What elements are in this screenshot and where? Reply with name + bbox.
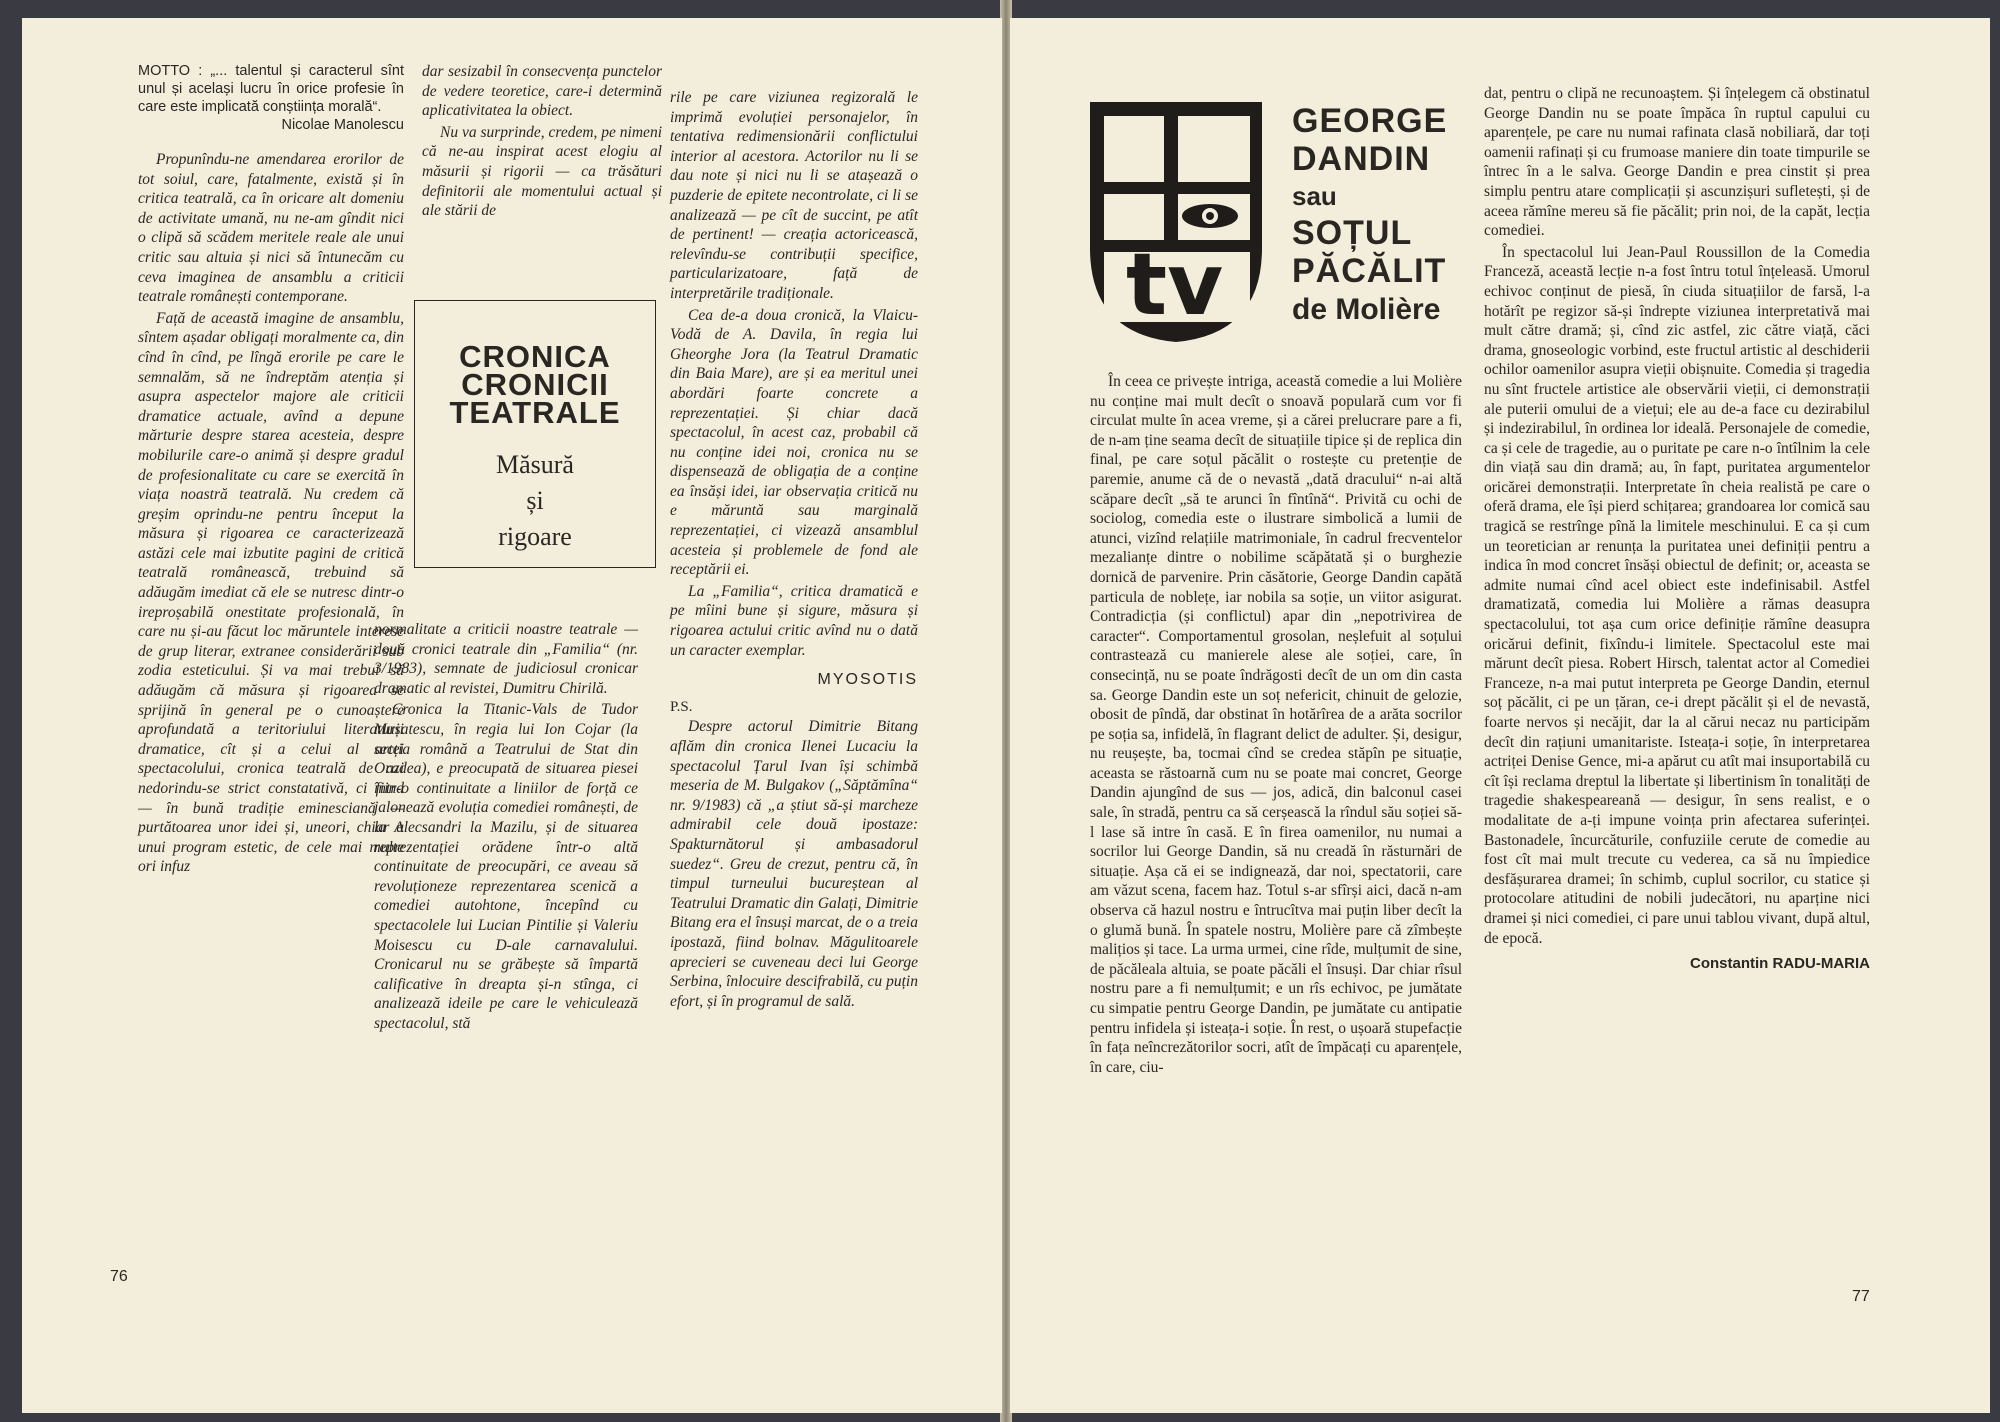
signature: MYOSOTIS xyxy=(817,671,918,689)
paragraph: normalitate a criticii noastre teatrale — două cronici teatrale din „Familia“ (nr. 3/1983), semnate de judiciosul cronicar dramatic al revistei, Dumitru Chirilă. xyxy=(374,621,638,697)
right-page xyxy=(1010,18,1990,1413)
headline-line: PĂCĂLIT xyxy=(1292,252,1447,290)
motto: MOTTO : „... talentul și caracterul sînt unul și același lucru în orice profesie în care este implicată conștiința morală“. xyxy=(138,63,404,115)
left-column-3 xyxy=(670,88,918,1013)
rubric-line: CRONICA xyxy=(459,339,611,374)
motto-author: Nicolae Manolescu xyxy=(281,117,404,133)
rubric-line: TEATRALE xyxy=(449,395,621,430)
left-column-2-bottom xyxy=(374,620,638,1035)
left-column-2-top xyxy=(422,62,662,223)
title-line: și xyxy=(526,486,544,515)
ps-text: Despre actorul Dimitrie Bitang aflăm din cronica Ilenei Lucaciu la spectacolul Țarul Ivan își schimbă meseria de M. Bulgakov („Săptămîna“ nr. 9/1983) că „a știut să-și marcheze admirabil cele două ipostaze: Spakturnătorul și ambasadorul suedez“. Greu de crezut, pentru că, în timpul turneului bucureștean al Teatrului Dramatic din Galați, Dimitrie Bitang era el însuși marcat, de o a treia ipostază, fiind bolnav. Măgulitoarele aprecieri se cuveneau deci lui George Serbina, înlocuire descifrabilă, cu puțin efort, și în programul de sală. xyxy=(670,718,918,1010)
ps-label: P.S. xyxy=(670,698,693,715)
title-line: Măsură xyxy=(496,450,574,479)
paragraph: Cea de-a doua cronică, la Vlaicu-Vodă de A. Davila, în regia lui Gheorghe Jora (la Teatrul Dramatic din Baia Mare), are și ea meritul unei abordări foarte concrete a reprezentației. Și chiar dacă spectacolul, în acest caz, probabil că nu conține idei noi, cronica nu se dispensează de obligația de a conține ea însăși idei, iar observația critică nu e măruntă sau marginală reprezentației, ci vizează ansamblul acesteia și problemele de fond ale receptării ei. xyxy=(670,306,918,579)
logo-text: tv xyxy=(1126,235,1224,335)
right-column-2 xyxy=(1484,84,1870,974)
page-number: 77 xyxy=(1852,1288,1870,1305)
right-column-1 xyxy=(1090,372,1462,1079)
paragraph: Față de această imagine de ansamblu, sîntem așadar obligați moralmente ca, din cînd în cînd, pe lîngă erorile pe care le semnalăm, să ne îndreptăm atenția și asupra aspectelor majore ale criticii dramatice actuale, avînd a depune mărturie despre starea acesteia, despre mobilurile care-o animă și despre gradul de profesionalitate cu care se exercită în viața noastră teatrală. Nu credem că greșim oprindu-ne pentru început la măsura și rigoarea ce caracterizează astăzi cele mai izbutite pagini de critică teatrală românească, trebuind să adăugăm imediat că ele se nutresc dintr-o ireproșabilă onestitate profesională, în care nu și-au făcut loc măruntele interese de grup literar, extranee considerării sub zodia esteticului. Și va mai trebui să adăugăm că măsura și rigoarea se sprijină în general pe o cunoaștere aprofundată a teritoriului literaturii dramatice, cît și a celui al artei spectacolului, cronica teatrală de azi nedorindu-se strict constatativă, ci fiind — în bună tradiție eminesciană — purtătoarea unor idei și, uneori, chiar a unui program estetic, de cele mai multe ori infuz xyxy=(138,309,404,876)
page-number: 76 xyxy=(110,1268,128,1285)
headline-line: SOȚUL xyxy=(1292,214,1413,252)
rubric-title xyxy=(415,339,655,430)
title-line: rigoare xyxy=(498,522,572,551)
paragraph: dat, pentru o clipă ne recunoaștem. Și înțelegem că obstinatul George Dandin nu se poate împăca în ruptul capului cu aparențele, pe care nu numai rafinata clasă nobiliară, dar toți oamenii rafinați și cu frumoase maniere din toate timpurile se întrec în a le salva. George Dandin e prea cinstit și prea simplu pentru atare complicații și ascunzișuri sufletești, și de aceea rămîne mereu să fie păcălit; prin noi, de la capăt, lecția comediei. xyxy=(1484,85,1870,240)
paragraph: Nu va surprinde, credem, pe nimeni că ne-au inspirat acest elogiu al măsurii și rigorii — ca trăsături definitorii ale momentului actual și ale stării de xyxy=(422,123,662,220)
paragraph: Cronica la Titanic-Vals de Tudor Mușatescu, în regia lui Ion Cojar (la secția română a Teatrului de Stat din Oradea), e preocupată de situarea piesei într-o continuitate a liniilor de forță ce jalonează evoluția comediei românești, de la Alecsandri la Mazilu, și de situarea reprezentației orădene într-o altă continuitate de preocupări, ce aveau să revoluționeze reprezentarea scenică a comediei autohtone, începînd cu spectacolele lui Lucian Pintilie și Valeriu Moisescu cu D-ale carnavalului. Cronicarul nu se grăbește să împartă calificative în dreapta și-n stînga, ci analizează ideile pe care le vehiculează spectacolul, stă xyxy=(374,701,638,1032)
paragraph: În ceea ce privește intriga, această comedie a lui Molière nu conține mai mult decît o snoavă populară cum vor fi circulat multe în acea vreme, și a cărei prelucrare pare a fi, de n-am ține seama decît de situațiile tipice și de replica din final, pe care soțul păcălit o rostește cu pretenție de paremie, anume că de o nevastă „dată dracului“ n-ai altă scăpare decît „să te arunci în fîntînă“. Privită cu ochi de sociolog, comedia este o ilustrare simbolică a lumii de atunci, vizînd relațiile matrimoniale, în cadrul frecventelor mezalianțe dintre o nobilime scăpătată și o burghezie dornică de parvenire. Prin căsătorie, George Dandin capătă particula de noblețe, iar nobila sa soție, un viitor asigurat. Contradicția (și conflictul) apar din „nepotrivirea de caracter“. Comportamentul grosolan, neșlefuit al soțului contrastează cu manierele alese ale soției, care, în consecință, nu se poate îndrăgosti decît de un om din casta sa. George Dandin este un soț nefericit, chinuit de gelozie, obosit de pîndă, dar obstinat în hotărîrea de a arăta socrilor pe soția sa, infidelă, în flagrant delict de adulter. Și, desigur, nu reușește, ba, tocmai cînd se credea stăpîn pe situație, aceasta se răstoarnă cum nu se poate mai concret, George Dandin ajungînd de sus — jos, adică, din balconul casei sale, în stradă, pentru ca să cerșească la rîndul său soției să-l lase să intre în casă. E în firea oamenilor, nu numai a socrilor lui George Dandin, să nu creadă în răsturnări de situație. Așa că ei se indignează, dar noi, spectatorii, care am văzut scena, facem haz. Totul s-ar sfîrși aici, dacă n-am observa că hazul nostru e întrucîtva mai puțin liber decît la o glumă bună. În spatele nostru, Molière pare că zîmbește malițios și tace. La urma urmei, cine rîde, mulțumit de sine, de păcăleala altuia, se poate păcăli el însuși. Dar chiar rîsul nostru pare a fi nemulțumit; e un rîs echivoc, pe jumătate cu simpatie pentru George Dandin, pe jumătate cu antipatie pentru infidela și isteața-i soție. În rest, o ușoară stupefacție în fața neîncrezătorilor socri, atît de împăcați cu aparențele, în care, ciu- xyxy=(1090,373,1462,1076)
headline-line: de Molière xyxy=(1292,293,1441,326)
rubric-box xyxy=(414,300,656,568)
headline-line: sau xyxy=(1292,181,1337,211)
article-headline xyxy=(1292,102,1452,330)
paragraph: La „Familia“, critica dramatică e pe mîini bune și sigure, măsura și rigoarea actului critic avînd nu o dată un caracter exemplar. xyxy=(670,582,918,659)
left-page xyxy=(22,18,1002,1413)
author-signature: Constantin RADU-MARIA xyxy=(1690,955,1870,973)
paragraph: dar sesizabil în consecvența punctelor de vedere teoretice, care-i determină aplicativitatea la obiect. xyxy=(422,63,662,120)
headline-line: DANDIN xyxy=(1292,140,1431,178)
paragraph: Propunîndu-ne amendarea erorilor de tot soiul, care, fatalmente, există și în critica teatrală, ca în oricare alt domeniu de activitate umană, nu ne-am gîndit nici o clipă să scădem meritele reale ale unui critic sau altuia și nici să întunecăm cu ceva imaginea de ansamblu a criticii teatrale românești contemporane. xyxy=(138,151,404,306)
paragraph: În spectacolul lui Jean-Paul Roussillon de la Comedia Franceză, această lecție n-a fost întru totul înțeleasă. Umorul echivoc conținut de piesă, în ciuda situațiilor de farsă, l-a hotărît pe regizor să-și îndrepte viziunea interpretativă mai mult către dramă; și, cînd zic astfel, zic către viață, căci drama, gnoseologic vorbind, este fructul artistic al deschiderii ochilor oamenilor asupra vieții obișnuite. Comedia și tragedia nu sînt fructele artistice ale observării vieții, ci demonstrații ale puterii omului de a viețui; ele au de-a face cu dezirabilul și indezirabilul, în ordinea lor ideală. Personajele de comedie, ca și cele de tragedie, au o puritate pe care n-o întîlnim la cele din viață sau din dramă; au, în fapt, puritatea argumentelor oricărei demonstrații. Interpretate în cheia realistă pe care o oferă drama, ele își pierd schițarea; grandoarea lor comică sau tragică se restrînge pînă la limitele meschinului. E ca și cum un teoretician ar renunța la puritatea unei definiții pentru a indica în mod concret însăși obiectul de definit; or, aceasta se admite numai cînd acel obiect este indefinisabil. Astfel dramatizată, comedia lui Molière a rămas deasupra spectacolului, tot așa cum orice definiție rămîne deasupra oricărui definit, fixîndu-i limitele. Spectacolul este mai mărunt decît piesa. Robert Hirsch, talentat actor al Comediei Franceze, n-a mai putut interpreta pe George Dandin, eternul soț păcălit, ci pe un țăran, ce-i drept păcălit și el de nevastă, foarte nervos și necăjit, dar la al cărui necaz nu participăm decît din rațiuni umanitariste. Isteața-i soție, în interpretarea actriței Denise Gence, mi-a apărut cu atît mai insuportabilă cu cît își reclama dreptul la libertate și libertinism în tonalități de tragedie shakespeareană — desigur, în sens realist, e o modalitate de a-ți impune voința prin afectarea suferinței. Bastonadele, încurcăturile, confuziile cerute de comedie au fost cît mai mult trecute cu vederea, ca să nu împiedice desfășurarea dramei; în schimb, cuplul socrilor, cu statice și protocolare atitudini de nobili judecători, nu aparține nici dramei și nici comediei, ci pare unui tablou vivant, după altul, de epocă. xyxy=(1484,243,1870,947)
headline-line: GEORGE xyxy=(1292,102,1448,140)
rubric-line: CRONICII xyxy=(461,367,609,402)
left-column-1 xyxy=(138,62,404,879)
paragraph: rile pe care viziunea regizorală le imprimă evoluției personajelor, în tentativa redimensionării conflictului interior al acestora. Actorilor nu li se dau note și nici nu li se atașează o puzderie de epitete necontrolate, ci li se analizează — pe cît de succint, pe atît de pertinent! — creația actoricească, relevîndu-se contribuții specifice, particularizatoare, față de interpretările tradiționale. xyxy=(670,89,918,302)
article-title xyxy=(415,447,655,555)
tv-logo-icon xyxy=(1086,98,1266,346)
